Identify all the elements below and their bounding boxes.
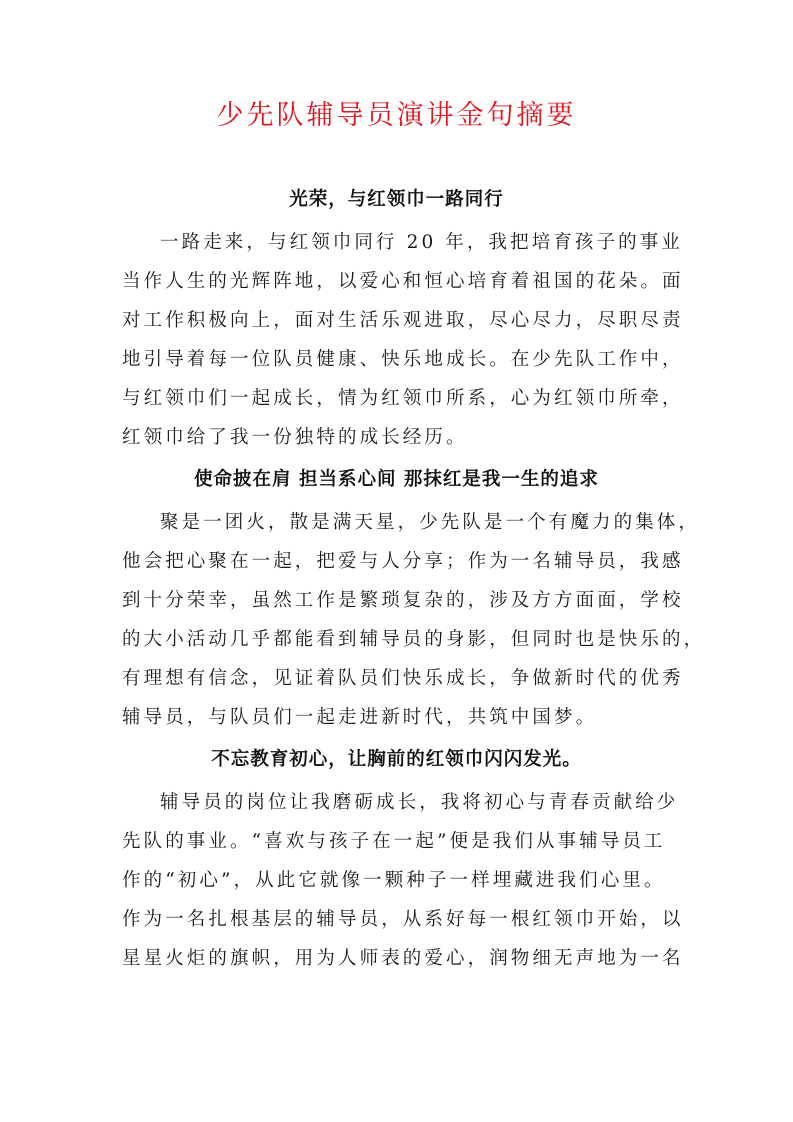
- section-heading-3: 不忘教育初心，让胸前的红领巾闪闪发光。: [211, 749, 582, 770]
- paragraph-line: 作为一名扎根基层的辅导员，从系好每一根红领巾开始，以: [122, 909, 684, 930]
- paragraph-line: 的大小活动几乎都能看到辅导员的身影，但同时也是快乐的，: [122, 629, 706, 650]
- paragraph-line: 当作人生的光辉阵地，以爱心和恒心培育着祖国的花朵。面: [122, 271, 684, 292]
- paragraph-line: 与红领巾们一起成长，情为红领巾所系，心为红领巾所牵，: [122, 388, 684, 409]
- paragraph-line: 聚是一团火，散是满天星，少先队是一个有魔力的集体，: [160, 512, 701, 533]
- paragraph-line: 一路走来，与红领巾同行 20 年，我把培育孩子的事业: [160, 232, 683, 253]
- paragraph-line: 有理想有信念，见证着队员们快乐成长，争做新时代的优秀: [122, 668, 684, 689]
- document-title: 少先队辅导员演讲金句摘要: [216, 100, 577, 131]
- paragraph-line: 先队的事业。“喜欢与孩子在一起”便是我们从事辅导员工: [122, 831, 666, 852]
- section-heading-2: 使命披在肩 担当系心间 那抹红是我一生的追求: [194, 469, 599, 490]
- section-heading-1: 光荣，与红领巾一路同行: [289, 189, 504, 210]
- paragraph-line: 辅导员的岗位让我磨砺成长，我将初心与青春贡献给少: [160, 792, 679, 813]
- paragraph-line: 对工作积极向上，面对生活乐观进取，尽心尽力，尽职尽责: [122, 310, 684, 331]
- paragraph-line: 地引导着每一位队员健康、快乐地成长。在少先队工作中，: [122, 349, 684, 370]
- paragraph-line: 红领巾给了我一份独特的成长经历。: [122, 427, 468, 448]
- paragraph-line: 他会把心聚在一起，把爱与人分享；作为一名辅导员，我感: [122, 551, 684, 572]
- paragraph-line: 辅导员，与队员们一起走进新时代，共筑中国梦。: [122, 707, 598, 728]
- paragraph-line: 星星火炬的旗帜，用为人师表的爱心，润物细无声地为一名: [122, 948, 684, 969]
- paragraph-line: 到十分荣幸，虽然工作是繁琐复杂的，涉及方方面面，学校: [122, 590, 684, 611]
- paragraph-line: 作的“初心”，从此它就像一颗种子一样埋藏进我们心里。: [122, 870, 666, 891]
